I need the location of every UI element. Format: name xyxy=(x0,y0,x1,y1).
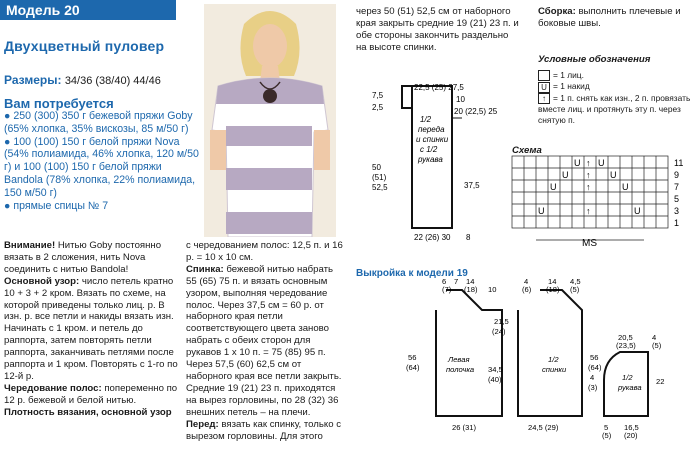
scheme-row-number: 3 xyxy=(674,206,680,216)
dim-label: 22 xyxy=(656,377,665,386)
piece-label: полочка xyxy=(446,365,475,374)
scheme-row-number: 9 xyxy=(674,170,680,180)
front-schematic xyxy=(352,78,524,248)
dim-label: 14 xyxy=(466,277,475,286)
scheme-row-number: 11 xyxy=(674,158,684,168)
decrease-arrow-icon: ↑ xyxy=(538,93,550,104)
dim-label: 4 xyxy=(652,333,657,342)
piece-label: спинки xyxy=(542,365,567,374)
svg-text:U: U xyxy=(622,182,629,192)
column-1 xyxy=(4,240,180,419)
dim-label: 50 xyxy=(372,163,381,172)
requirements-heading: Вам потребуется xyxy=(4,96,114,111)
sizes-label: Размеры: xyxy=(4,73,62,87)
dim-label: (18) xyxy=(464,285,478,294)
sizes-line xyxy=(4,73,161,87)
para-text: вязать как спинку, только с вырезом горловины. Для этого xyxy=(186,418,341,442)
dim-label: (40) xyxy=(488,375,502,384)
assembly-note xyxy=(538,6,696,30)
svg-text:U: U xyxy=(634,206,641,216)
materials-list xyxy=(4,110,200,212)
para-text: с чередованием полос: 12,5 п. и 16 р. = 10 х 10 см. xyxy=(186,240,343,263)
dim-label: 10 xyxy=(456,95,465,104)
para-bold: Перед: xyxy=(186,418,219,430)
piece-label: 1/2 xyxy=(548,355,559,364)
legend-heading: Условные обозначения xyxy=(538,54,651,65)
dim-label: 16,5 xyxy=(624,423,639,432)
legend-item xyxy=(538,93,696,126)
dim-label: (23,5) xyxy=(616,341,636,350)
legend-item xyxy=(538,70,696,81)
piece-label: Левая xyxy=(448,355,470,364)
dim-label: 26 (31) xyxy=(452,423,477,432)
dim-label: (18) xyxy=(546,285,560,294)
paragraph xyxy=(4,276,180,383)
dim-label: 4 xyxy=(524,277,529,286)
pattern-19-schematic xyxy=(352,276,696,452)
dim-label: (5) xyxy=(570,285,580,294)
material-item: ● 100 (100) 150 г белой пряжи Nova (54% полиамида, 46% хлопка, 120 м/50 г) и 100 (100) 150 г белой пряжи Bandola (78% хлопка, 22% полиамида, 150 м/50 г) xyxy=(4,135,199,199)
knit-symbol-icon xyxy=(538,70,550,81)
paragraph xyxy=(4,240,180,276)
assembly-bold: Сборка: xyxy=(538,6,576,17)
material-item: ● прямые спицы № 7 xyxy=(4,199,109,212)
dim-label: 20 (22,5) 25 xyxy=(454,107,498,116)
dim-label: (5) xyxy=(652,341,662,350)
dim-label: 20,5 xyxy=(618,333,633,342)
legend-text: = 1 накид xyxy=(553,81,590,92)
piece-label: и спинки xyxy=(416,135,449,144)
dim-label: 4,5 xyxy=(570,277,581,286)
piece-label: 1/2 xyxy=(622,373,633,382)
paragraph xyxy=(4,383,180,407)
svg-text:↑: ↑ xyxy=(586,170,591,180)
svg-text:U: U xyxy=(574,158,581,168)
piece-label: 1/2 xyxy=(420,115,432,124)
para-text: число петель кратно 10 + 3 + 2 кром. Вязать по схеме, на которой приведены только лиц. р. В изн. р. все петли и накиды вязать изн. Начинать с 1 кром. и петель до раппорта, затем повторять петли раппорта, заканчивать петлями после раппорта и 1 кром. Повторять с 1-го по 12-й р. xyxy=(4,275,178,382)
scheme-row-number: 1 xyxy=(674,218,680,228)
dim-label: 56 xyxy=(408,353,417,362)
dim-label: 21,5 xyxy=(494,317,509,326)
legend-text: = 1 п. снять как изн., 2 п. провязать вместе лиц. и протянуть эту п. через снятую п. xyxy=(538,92,691,125)
para-bold: Внимание! xyxy=(4,240,56,251)
dim-label: 10 xyxy=(488,285,497,294)
model-header: Модель 20 xyxy=(0,0,176,20)
scheme-row-number: 7 xyxy=(674,182,680,192)
scheme-grid xyxy=(508,152,696,248)
dim-label: 22,5 (25) 27,5 xyxy=(414,83,464,92)
model-photo xyxy=(204,4,336,237)
para-text: бежевой нитью набрать 55 (65) 75 п. и вязать основным узором, выполняя чередование полос. Через 37,5 см = 60 р. от наборного края петли соответствующего цвета заново набрать с обеих сторон для рукавов 1 х 10 п. = 75 (85) 95 п. Через 57,5 (60) 62,5 см от наборного края все петли закрыть. Средние 19 (21) 23 п. приходятся на вырез горловины, по 28 (32) 36 внешних петель – на плечи. xyxy=(186,263,342,418)
dim-label: (5) xyxy=(602,431,612,440)
para-text: попеременно по 12 р. бежевой и белой нитью. xyxy=(4,382,178,406)
svg-text:U: U xyxy=(598,158,605,168)
paragraph xyxy=(4,407,180,419)
dim-label: 4 xyxy=(590,373,595,382)
scheme-repeat-label: MS xyxy=(582,238,597,248)
dim-label: 52,5 xyxy=(372,183,388,192)
piece-label: рукава xyxy=(418,155,443,164)
material-text: 100 (100) 150 г белой пряжи Nova (54% полиамида, 46% хлопка, 120 м/50 г) и 100 (100) 150 г белой пряжи Bandola (78% хлопка, 22% полиамида, 150 м/50 г) xyxy=(4,135,199,199)
dim-label: 8 xyxy=(466,233,471,242)
yarn-over-icon: U xyxy=(538,82,550,93)
dim-label: 5 xyxy=(604,423,609,432)
paragraph xyxy=(186,264,346,419)
dim-label: (20) xyxy=(624,431,638,440)
para-bold: Спинка: xyxy=(186,263,224,275)
scheme-row-number: 5 xyxy=(674,194,680,204)
para-bold: Плотность вязания, основной узор xyxy=(4,406,172,418)
dim-label: (24) xyxy=(492,327,506,336)
dim-label: 24,5 (29) xyxy=(528,423,559,432)
sizes-value: 34/36 (38/40) 44/46 xyxy=(64,75,161,87)
svg-text:↑: ↑ xyxy=(586,158,591,168)
material-text: прямые спицы № 7 xyxy=(13,199,109,212)
dim-label: (64) xyxy=(588,363,602,372)
svg-text:↑: ↑ xyxy=(586,206,591,216)
paragraph xyxy=(186,419,346,443)
pattern-19-heading: Выкройка к модели 19 xyxy=(356,268,468,279)
para-bold: Чередование полос: xyxy=(4,382,102,394)
para-text: Нитью Goby постоянно вязать в 2 сложения, нить Nova соединить с нитью Bandola! xyxy=(4,240,162,275)
assembly-text: выполнить плечевые и боковые швы. xyxy=(538,6,681,29)
para-bold: Основной узор: xyxy=(4,275,80,287)
material-item: ● 250 (300) 350 г бежевой пряжи Goby (65% хлопка, 35% вискозы, 85 м/50 г) xyxy=(4,110,193,135)
dim-label: 22 (26) 30 xyxy=(414,233,451,242)
material-text: 250 (300) 350 г бежевой пряжи Goby (65% хлопка, 35% вискозы, 85 м/50 г) xyxy=(4,110,193,135)
legend-item xyxy=(538,81,696,92)
svg-text:U: U xyxy=(538,206,545,216)
dim-label: (3) xyxy=(588,383,598,392)
svg-text:U: U xyxy=(562,170,569,180)
piece-label: с 1/2 xyxy=(420,145,438,154)
dim-label: (64) xyxy=(406,363,420,372)
dim-label: 56 xyxy=(590,353,599,362)
paragraph xyxy=(186,240,346,264)
dim-label: 2,5 xyxy=(372,103,384,112)
legend-text: = 1 лиц. xyxy=(553,70,584,80)
piece-label: рукава xyxy=(618,383,642,392)
dim-label: 14 xyxy=(548,277,557,286)
svg-text:U: U xyxy=(610,170,617,180)
svg-text:↑: ↑ xyxy=(586,182,591,192)
dim-label: 7,5 xyxy=(372,91,384,100)
page-title: Двухцветный пуловер xyxy=(4,38,165,54)
piece-label: переда xyxy=(418,125,445,134)
dim-label: 6 xyxy=(442,277,447,286)
dim-label: (7) xyxy=(442,285,452,294)
dim-label: (6) xyxy=(522,285,532,294)
column-3-text: через 50 (51) 52,5 см от наборного края закрыть средние 19 (21) 23 п. и обе стороны закончить раздельно на высоте спинки. xyxy=(356,6,519,53)
dim-label: 37,5 xyxy=(464,181,480,190)
scheme-heading: Схема xyxy=(512,145,542,156)
dim-label: 34,5 xyxy=(488,365,503,374)
legend xyxy=(538,70,696,126)
column-2 xyxy=(186,240,346,442)
dim-label: (51) xyxy=(372,173,387,182)
svg-text:U: U xyxy=(550,182,557,192)
dim-label: 7 xyxy=(454,277,459,286)
